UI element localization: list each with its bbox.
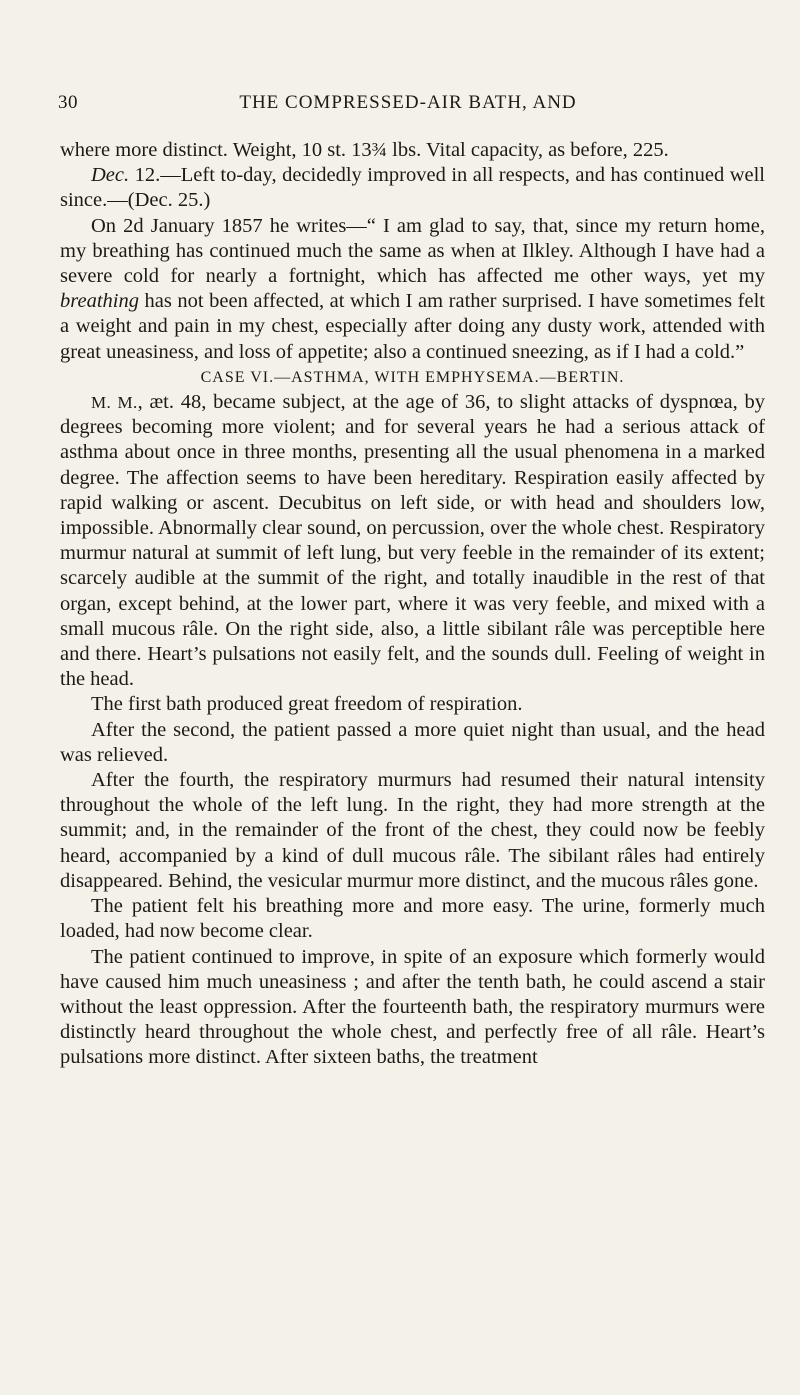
paragraph-dec-12 [60, 163, 765, 213]
emphasis-breathing: breathing [60, 290, 139, 313]
paragraph-continuation: where more distinct. Weight, 10 st. 13¾ lbs. Vital capacity, as before, 225. [60, 139, 669, 161]
paragraph-first-bath: The first bath produced great freedom of respiration. [91, 693, 523, 716]
paragraph-text: 12.—Left to-day, decidedly improved in all respects, and has continued well since.—(Dec. 25.) [60, 164, 765, 212]
paragraph-second-bath: After the second, the patient passed a more quiet night than usual, and the head was relieved. [60, 718, 765, 766]
paragraph-continued-improvement: The patient continued to improve, in spite of an exposure which formerly would have caused him much uneasiness ; and after the tenth bath, he could ascend a stair without the least oppression. After the fourteenth bath, the respiratory murmurs were distinctly heard throughout the whole chest, and perfectly free of all râle. Heart’s pulsations more distinct. After sixteen baths, the treatment [60, 945, 765, 1069]
paragraph-text: On 2d January 1857 he writes—“ I am glad to say, that, since my return home, my breathing has continued much the same as when at Ilkley. Although I have had a severe cold for nearly a fortnight, which has affected me other ways, yet my [60, 214, 765, 288]
running-head [58, 92, 758, 122]
paragraph-text: , æt. 48, became subject, at the age of 36, to slight attacks of dyspnœa, by degrees becoming more violent; and for several years he had a serious attack of asthma about once in three months, presenting all the usual phenomena in a marked degree. The affection seems to have been hereditary. Respiration easily affected by rapid walking or ascent. Decubitus on left side, or with head and shoulders low, impossible. Abnormally clear sound, on percussion, over the whole chest. Respiratory murmur natural at summit of left lung, but very feeble in the remainder of its extent; scarcely audible at the summit of the right, and totally inaudible in the rest of that organ, except behind, at the lower part, where it was very feeble, and mixed with a small mucous râle. On the right side, also, a little sibilant râle was perceptible here and there. Heart’s pulsations not easily felt, and the sounds dull. Feeling of weight in the head. [60, 391, 766, 691]
date-label: Dec. [91, 164, 130, 187]
patient-initials: M. M. [91, 393, 138, 413]
paragraph-text: has not been affected, at which I am rather surprised. I have sometimes felt a weight and pain in my chest, especially after doing any dusty work, attended with great uneasiness, and loss of appetite; also a continued sneezing, as if I had a cold.” [60, 290, 765, 363]
paragraph-case-description [60, 390, 765, 692]
paragraph-breathing-easier: The patient felt his breathing more and more easy. The urine, formerly much loaded, had now become clear. [60, 895, 765, 943]
page-number: 30 [58, 92, 78, 113]
paragraph-fourth-bath: After the fourth, the respiratory murmurs had resumed their natural intensity throughout the whole of the left lung. In the right, they had more strength at the summit; and, in the remainder of the front of the chest, they could now be feebly heard, accompanied by a kind of dull mucous râle. The sibilant râles had entirely disappeared. Behind, the vesicular murmur more distinct, and the mucous râles gone. [60, 769, 765, 892]
case-heading: CASE VI.—ASTHMA, WITH EMPHYSEMA.—BERTIN. [200, 368, 625, 386]
body-text [60, 138, 765, 1071]
paragraph-letter [60, 214, 765, 365]
running-title: THE COMPRESSED-AIR BATH, AND [239, 92, 577, 113]
